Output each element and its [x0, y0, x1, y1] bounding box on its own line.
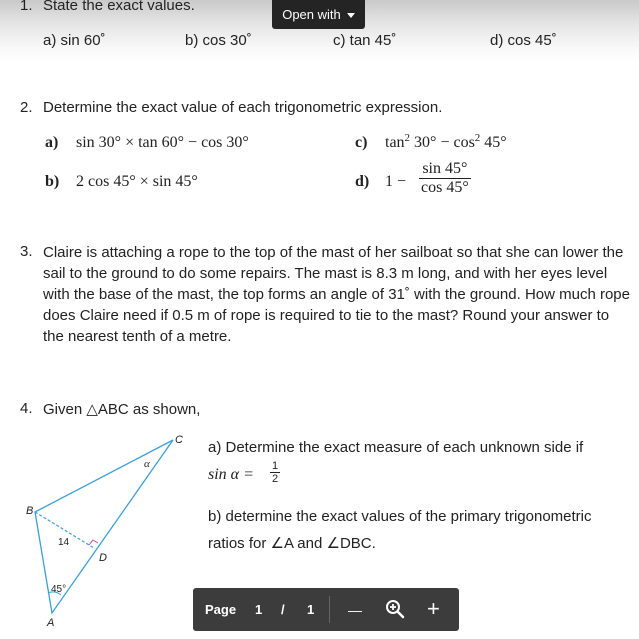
caret-down-icon: [347, 13, 355, 18]
q2-d-prefix: 1 −: [385, 173, 407, 190]
add-button[interactable]: +: [427, 596, 440, 621]
q1-part-c: c) tan 45˚: [333, 32, 397, 49]
q1-part-d: d) cos 45˚: [490, 32, 557, 49]
label-alpha: α: [144, 458, 150, 470]
q4-text: Given △ABC as shown,: [43, 401, 201, 418]
q1-text: State the exact values.: [43, 0, 195, 14]
q2-b-label: b): [45, 173, 60, 190]
q2-d-den: cos 45°: [421, 179, 469, 196]
toolbar-divider: [329, 596, 330, 623]
zoom-out-button[interactable]: —: [348, 601, 362, 618]
q1-number: 1.: [20, 0, 33, 14]
right-angle-mark: [89, 540, 98, 545]
q4-b-text-line1: b) determine the exact values of the primary trigonometric: [208, 508, 592, 525]
triangle-figure: [0, 425, 200, 639]
label-b: B: [26, 505, 34, 517]
q4-fraction: [270, 460, 280, 485]
q3-text: Claire is attaching a rope to the top of the mast of her sailboat so that she can lower the sail to the ground to do some repairs. The mast is 8.3 m long, and with her eyes level with the base of the mast, the top forms an angle of 31˚ with the ground. How much rope does Claire need if 0.5 m of rope is required to tie to the mast? Round your answer to the nearest tenth of a metre.: [43, 244, 630, 345]
q2-c-label: c): [355, 134, 368, 151]
q2-d-label: d): [355, 173, 370, 190]
q4-number: 4.: [20, 400, 33, 417]
q2-d-fraction: [419, 160, 471, 197]
q1-part-a: a) sin 60˚: [43, 32, 106, 49]
q2-a-label: a): [45, 134, 59, 151]
label-14: 14: [58, 537, 70, 548]
q4-sin-expr: sin α =: [208, 466, 254, 483]
q2-a-expr: sin 30° × tan 60° − cos 30°: [76, 134, 249, 151]
q4-a-text: a) Determine the exact measure of each unknown side if: [208, 439, 584, 456]
label-c: C: [175, 434, 183, 446]
zoom-in-icon[interactable]: [385, 599, 405, 622]
label-a: A: [47, 617, 55, 629]
q2-b-expr: 2 cos 45° × sin 45°: [76, 173, 198, 190]
label-d: D: [99, 552, 107, 564]
q4-b-text-line2: ratios for ∠A and ∠DBC.: [208, 535, 376, 552]
q1-part-b: b) cos 30˚: [185, 32, 252, 49]
q3-number: 3.: [20, 243, 33, 260]
open-with-label: Open with: [282, 7, 341, 22]
q4-frac-den: 2: [272, 473, 279, 485]
q2-number: 2.: [20, 99, 33, 116]
page-separator: /: [281, 602, 285, 617]
q4-frac-num: 1: [272, 460, 279, 472]
viewer-toolbar: [193, 588, 459, 631]
open-with-button[interactable]: [272, 0, 365, 29]
label-45: 45°: [51, 584, 67, 595]
total-pages: 1: [307, 602, 315, 617]
q2-c-expr: $\tan^2 30^\circ - \cos^2 45^\circ$: [385, 132, 507, 151]
q2-d-num: sin 45°: [419, 160, 471, 179]
q2-text: Determine the exact value of each trigonometric expression.: [43, 99, 443, 116]
current-page-input[interactable]: 1: [255, 602, 263, 617]
page-label: Page: [205, 602, 237, 617]
